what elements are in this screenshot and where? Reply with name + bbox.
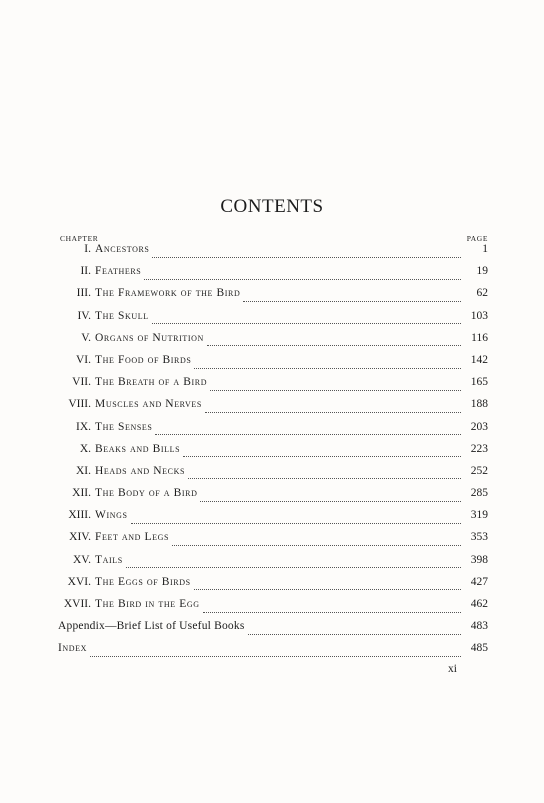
dot-leader [188, 478, 461, 479]
chapter-number: XVI. [67, 575, 91, 588]
table-of-contents [58, 243, 488, 665]
chapter-title: The Breath of a Bird [95, 376, 208, 389]
page-number-ref: 462 [470, 598, 488, 610]
chapter-number: XVII. [63, 598, 91, 610]
toc-entry[interactable] [58, 287, 488, 309]
dot-leader [152, 323, 461, 324]
chapter-title: The Eggs of Birds [95, 575, 191, 588]
toc-entry[interactable] [58, 354, 488, 376]
page-number-ref: 427 [470, 575, 488, 588]
chapter-title: Tails [95, 553, 123, 566]
toc-entry[interactable] [58, 554, 488, 576]
dot-leader [248, 634, 461, 635]
toc-entry[interactable] [58, 598, 488, 620]
chapter-number: XIII. [68, 509, 91, 522]
page-number-ref: 165 [470, 376, 488, 389]
toc-entry[interactable] [58, 376, 488, 398]
toc-entry[interactable] [58, 509, 488, 531]
chapter-title: The Body of a Bird [95, 487, 198, 500]
chapter-title: Heads and Necks [95, 464, 186, 477]
chapter-column-header: CHAPTER [60, 234, 99, 243]
toc-entry[interactable] [58, 576, 488, 598]
chapter-title: Beaks and Bills [95, 442, 181, 455]
chapter-number: XV. [72, 553, 91, 566]
page-column-header: PAGE [466, 234, 488, 243]
page-number-ref: 398 [470, 553, 488, 566]
dot-leader [203, 612, 461, 613]
toc-entry[interactable] [58, 465, 488, 487]
chapter-number: V. [81, 331, 91, 344]
page-number-ref: 1 [482, 243, 488, 255]
dot-leader [155, 434, 461, 435]
dot-leader [152, 257, 461, 258]
chapter-title: The Skull [95, 309, 149, 322]
chapter-title: Muscles and Nerves [95, 398, 202, 411]
dot-leader [90, 656, 461, 657]
toc-entry[interactable] [58, 332, 488, 354]
dot-leader [126, 567, 461, 568]
page-number-ref: 142 [470, 353, 488, 366]
toc-entry[interactable] [58, 398, 488, 420]
dot-leader [183, 456, 461, 457]
toc-entry[interactable] [58, 443, 488, 465]
toc-entry[interactable] [58, 265, 488, 287]
page-number-ref: 103 [470, 309, 488, 322]
chapter-number: VII. [72, 376, 91, 389]
page-number-ref: 223 [470, 442, 488, 455]
toc-entry[interactable] [58, 487, 488, 509]
page-number-ref: 353 [470, 531, 488, 544]
toc-entry-index[interactable] [58, 642, 488, 664]
dot-leader [207, 345, 461, 346]
dot-leader [205, 412, 461, 413]
page-number-ref: 319 [470, 509, 488, 522]
page-number-ref: 19 [476, 265, 488, 278]
page-title: CONTENTS [220, 196, 324, 217]
chapter-number: VIII. [68, 398, 91, 411]
dot-leader [131, 523, 461, 524]
toc-entry[interactable] [58, 310, 488, 332]
chapter-number: I. [84, 243, 91, 255]
chapter-number: IV. [77, 309, 91, 322]
toc-entry-appendix[interactable] [58, 620, 488, 642]
page-number-ref: 188 [470, 398, 488, 411]
page-number-ref: 116 [471, 331, 488, 344]
dot-leader [194, 589, 461, 590]
chapter-title: The Framework of the Bird [95, 287, 241, 300]
dot-leader [210, 390, 461, 391]
chapter-number: III. [76, 287, 91, 300]
chapter-title: The Bird in the Egg [95, 598, 200, 610]
chapter-title: Wings [95, 509, 128, 522]
chapter-title: Ancestors [95, 243, 150, 255]
chapter-number: XI. [75, 464, 91, 477]
chapter-title: Feathers [95, 265, 142, 278]
chapter-number: VI. [75, 353, 91, 366]
page-number-ref: 252 [470, 464, 488, 477]
chapter-number: IX. [75, 420, 91, 433]
chapter-number: II. [80, 265, 91, 278]
dot-leader [243, 301, 461, 302]
page-number-ref: 285 [470, 487, 488, 500]
chapter-title: Feet and Legs [95, 531, 170, 544]
toc-entry[interactable] [58, 243, 488, 265]
page-number: xi [448, 663, 457, 675]
page-number-ref: 485 [470, 642, 488, 655]
page-number-ref: 483 [470, 620, 488, 633]
toc-entry[interactable] [58, 531, 488, 553]
dot-leader [200, 501, 461, 502]
toc-entry[interactable] [58, 421, 488, 443]
dot-leader [144, 279, 461, 280]
page-number-ref: 62 [476, 287, 488, 300]
dot-leader [172, 545, 461, 546]
chapter-number: XII. [72, 487, 91, 500]
chapter-title: The Senses [95, 420, 153, 433]
chapter-title: Organs of Nutrition [95, 331, 204, 344]
page-number-ref: 203 [470, 420, 488, 433]
index-title: Index [58, 642, 88, 655]
chapter-number: XIV. [69, 531, 91, 544]
chapter-title: The Food of Birds [95, 353, 192, 366]
appendix-title: Appendix—Brief List of Useful Books [58, 620, 245, 633]
dot-leader [194, 368, 461, 369]
chapter-number: X. [79, 442, 91, 455]
